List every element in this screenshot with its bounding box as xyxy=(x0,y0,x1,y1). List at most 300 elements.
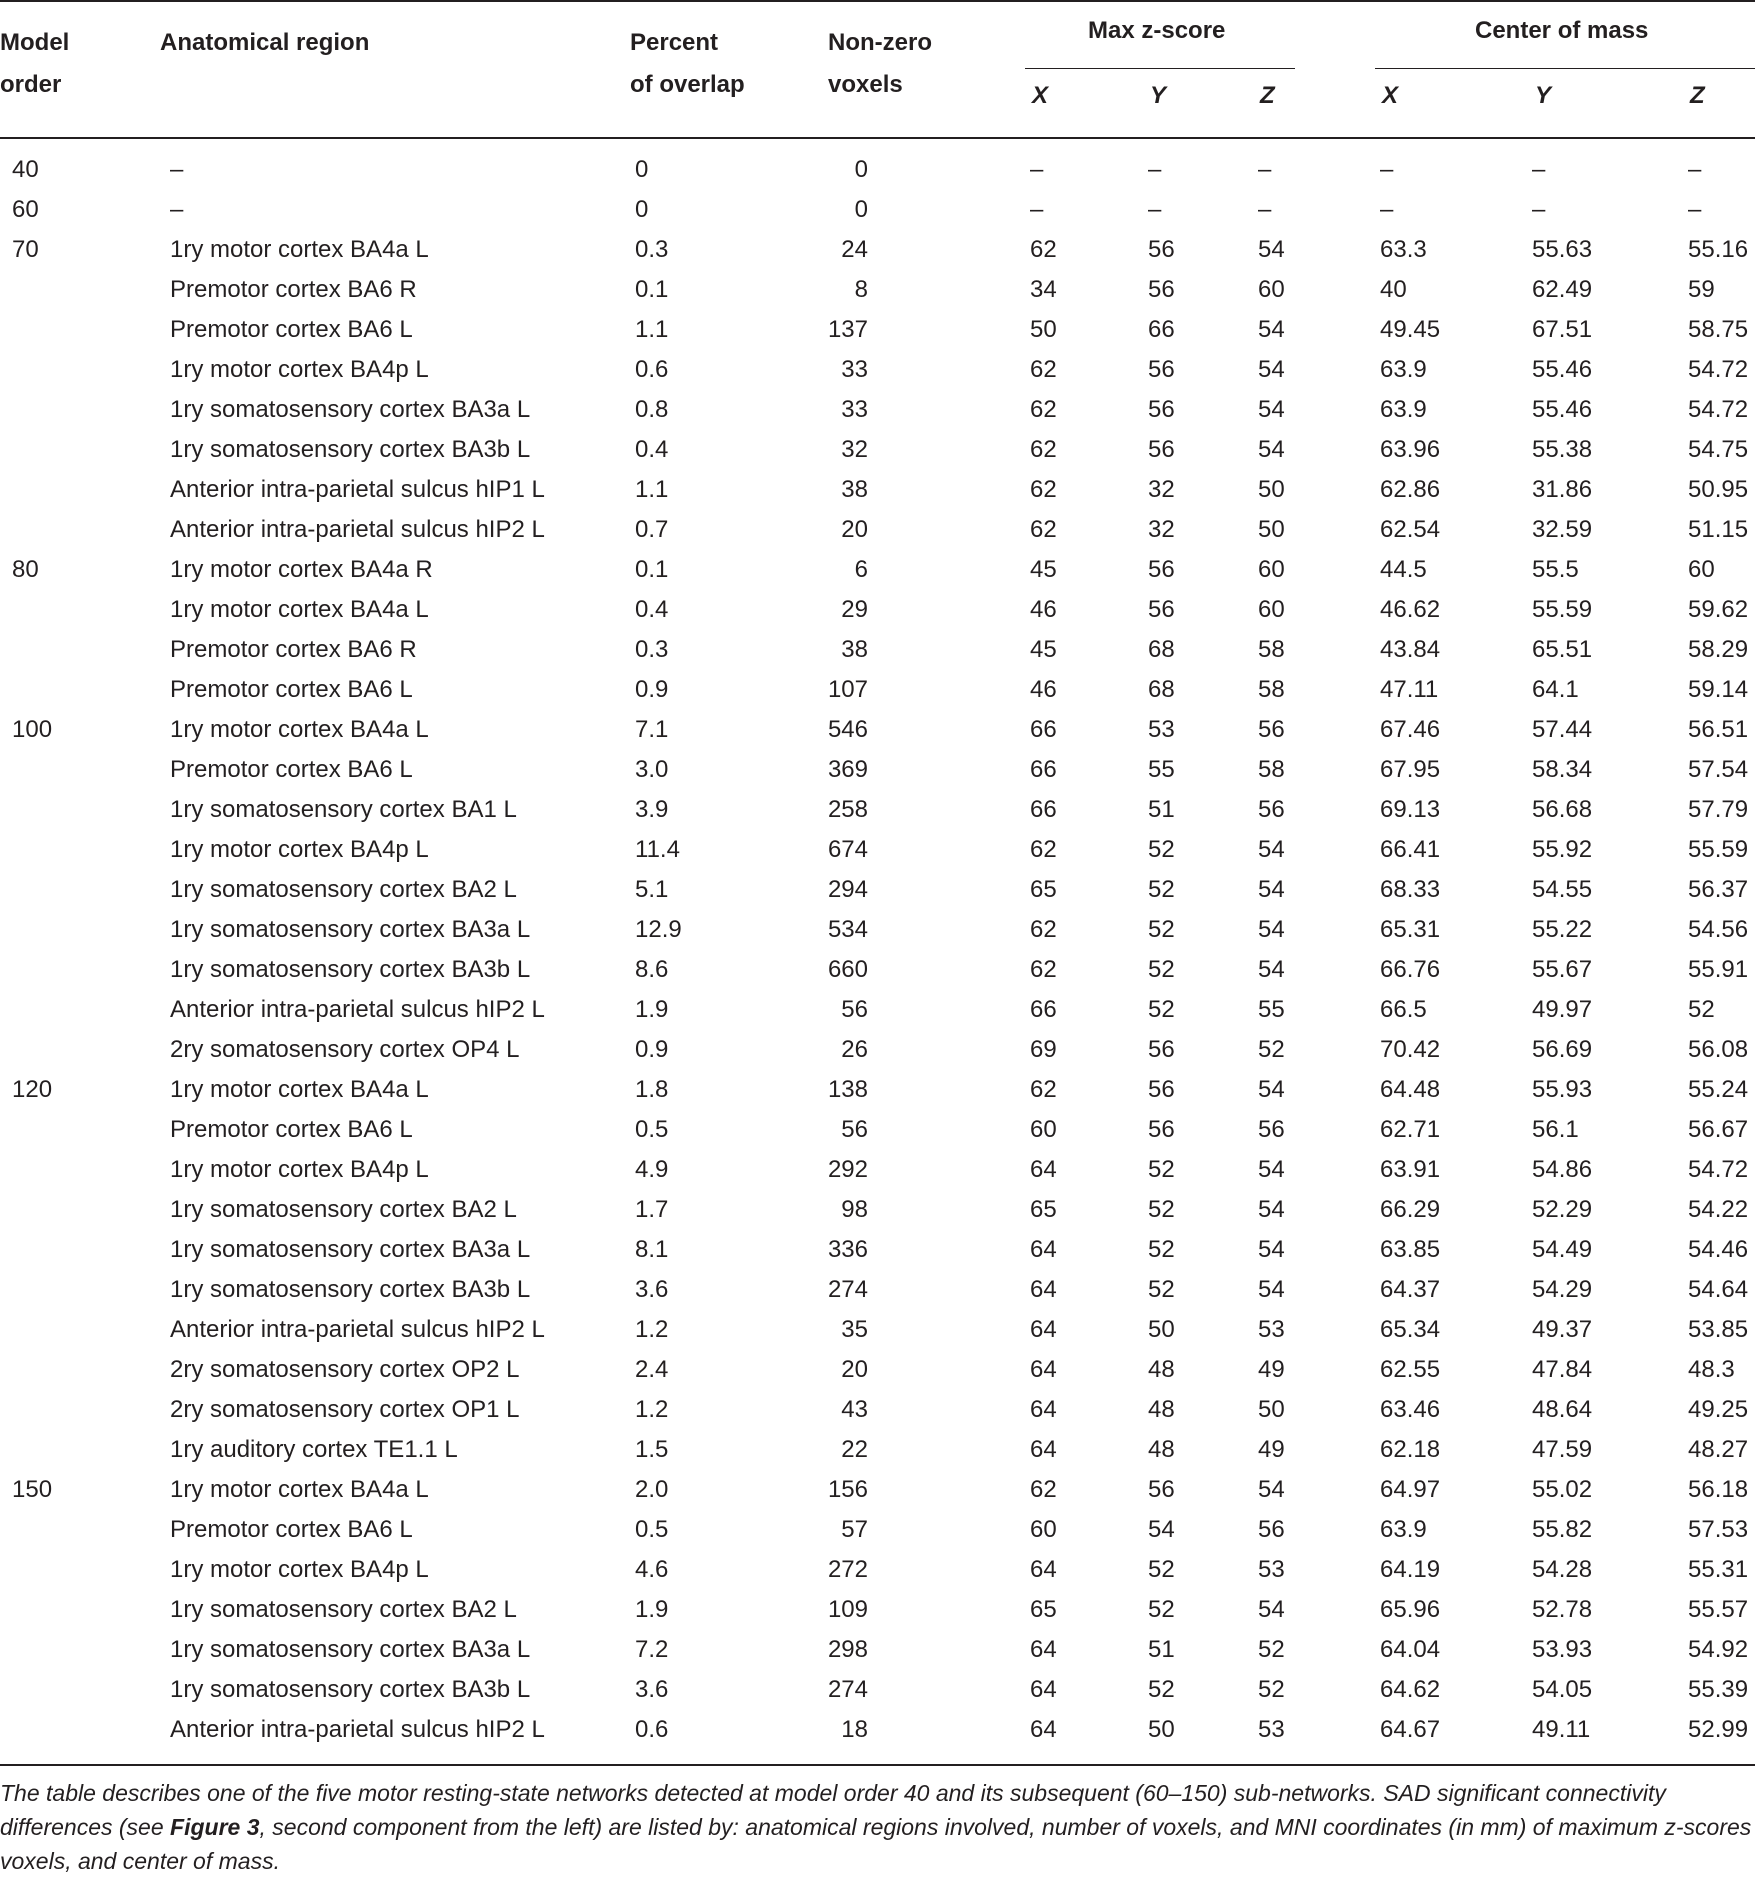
cell-max-y: 56 xyxy=(1148,596,1175,623)
cell-nonzero-voxels: 56 xyxy=(841,996,868,1023)
cell-anatomical-region: 2ry somatosensory cortex OP4 L xyxy=(170,1036,520,1063)
table-row xyxy=(0,470,1755,510)
cell-anatomical-region: Anterior intra-parietal sulcus hIP2 L xyxy=(170,516,545,543)
cell-max-x: 34 xyxy=(1030,276,1057,303)
cell-com-y: 47.84 xyxy=(1532,1356,1593,1383)
cell-percent-overlap: 0.3 xyxy=(635,236,669,263)
cell-percent-overlap: 5.1 xyxy=(635,876,669,903)
header-anatomical-region: Anatomical region xyxy=(160,29,370,56)
cell-max-z: 58 xyxy=(1258,756,1285,783)
cell-max-y: 52 xyxy=(1148,876,1175,903)
cell-max-y: 56 xyxy=(1148,556,1175,583)
cell-com-x: 63.91 xyxy=(1380,1156,1441,1183)
cell-com-y: 54.49 xyxy=(1532,1236,1593,1263)
cell-max-y: 52 xyxy=(1148,1556,1175,1583)
cell-max-x: 65 xyxy=(1030,1196,1057,1223)
cell-com-y: 55.63 xyxy=(1532,236,1593,263)
table-row xyxy=(0,1630,1755,1670)
cell-percent-overlap: 0.7 xyxy=(635,516,669,543)
cell-nonzero-voxels: 109 xyxy=(827,1596,868,1623)
table-row xyxy=(0,990,1755,1030)
cell-com-x: 62.71 xyxy=(1380,1116,1441,1143)
cell-nonzero-voxels: 57 xyxy=(841,1516,868,1543)
cell-max-z: 54 xyxy=(1258,1596,1285,1623)
cell-max-x: 62 xyxy=(1030,236,1057,263)
cell-max-x: 45 xyxy=(1030,636,1057,663)
cell-com-z: 52 xyxy=(1688,996,1715,1023)
cell-max-y: 51 xyxy=(1148,1636,1175,1663)
header-max-x: X xyxy=(1032,82,1049,109)
cell-percent-overlap: 4.6 xyxy=(635,1556,669,1583)
cell-max-y: 53 xyxy=(1148,716,1175,743)
cell-max-x: 64 xyxy=(1030,1156,1057,1183)
table-row xyxy=(0,910,1755,950)
cell-com-x: 64.04 xyxy=(1380,1636,1441,1663)
cell-com-x: 62.55 xyxy=(1380,1356,1441,1383)
cell-max-z: 50 xyxy=(1258,1396,1285,1423)
cell-com-y: 55.5 xyxy=(1532,556,1579,583)
cell-nonzero-voxels: 0 xyxy=(854,196,868,223)
cell-anatomical-region: Premotor cortex BA6 L xyxy=(170,1516,413,1543)
cell-percent-overlap: 0.6 xyxy=(635,1716,669,1743)
cell-com-y: 62.49 xyxy=(1532,276,1593,303)
cell-com-y: 55.92 xyxy=(1532,836,1593,863)
cell-max-x: 64 xyxy=(1030,1636,1057,1663)
table-row xyxy=(0,670,1755,710)
cell-max-z: 60 xyxy=(1258,556,1285,583)
cell-percent-overlap: 2.4 xyxy=(635,1356,669,1383)
cell-com-x: 66.41 xyxy=(1380,836,1441,863)
cell-percent-overlap: 0.4 xyxy=(635,436,669,463)
cell-max-x: 64 xyxy=(1030,1716,1057,1743)
table-row xyxy=(0,1350,1755,1390)
table-row xyxy=(0,870,1755,910)
cell-percent-overlap: 8.6 xyxy=(635,956,669,983)
cell-com-x: 64.67 xyxy=(1380,1716,1441,1743)
table-row xyxy=(0,350,1755,390)
cell-anatomical-region: Premotor cortex BA6 L xyxy=(170,316,413,343)
cell-max-y: 56 xyxy=(1148,1116,1175,1143)
cell-anatomical-region: 1ry motor cortex BA4a L xyxy=(170,596,429,623)
cell-com-x: 69.13 xyxy=(1380,796,1441,823)
table-row xyxy=(0,430,1755,470)
cell-max-z: 56 xyxy=(1258,716,1285,743)
cell-nonzero-voxels: 29 xyxy=(841,596,868,623)
cell-max-y: 52 xyxy=(1148,1596,1175,1623)
cell-anatomical-region: 1ry somatosensory cortex BA3b L xyxy=(170,956,531,983)
cell-com-z: – xyxy=(1688,196,1702,223)
cell-nonzero-voxels: 294 xyxy=(827,876,868,903)
cell-percent-overlap: 4.9 xyxy=(635,1156,669,1183)
cell-max-x: 62 xyxy=(1030,1476,1057,1503)
cell-max-x: 66 xyxy=(1030,996,1057,1023)
cell-anatomical-region: 1ry motor cortex BA4a R xyxy=(170,556,433,583)
header-nonzero-line2: voxels xyxy=(828,71,903,98)
cell-max-x: 46 xyxy=(1030,596,1057,623)
cell-com-x: – xyxy=(1380,196,1394,223)
cell-model-order: 40 xyxy=(12,156,39,183)
cell-anatomical-region: 1ry somatosensory cortex BA2 L xyxy=(170,1196,517,1223)
cell-com-z: 56.51 xyxy=(1688,716,1749,743)
cell-max-x: 62 xyxy=(1030,356,1057,383)
cell-max-y: 48 xyxy=(1148,1436,1175,1463)
cell-max-x: 66 xyxy=(1030,716,1057,743)
cell-max-z: 54 xyxy=(1258,396,1285,423)
table-row xyxy=(0,1150,1755,1190)
table-row xyxy=(0,310,1755,350)
table-body xyxy=(0,150,1755,1750)
cell-com-z: 56.18 xyxy=(1688,1476,1749,1503)
cell-max-x: 64 xyxy=(1030,1236,1057,1263)
cell-max-z: 54 xyxy=(1258,956,1285,983)
cell-com-y: 55.38 xyxy=(1532,436,1593,463)
cell-com-z: 59.14 xyxy=(1688,676,1749,703)
cell-com-x: 63.3 xyxy=(1380,236,1427,263)
table-row xyxy=(0,1030,1755,1070)
cell-com-z: 59 xyxy=(1688,276,1715,303)
cell-com-x: 65.96 xyxy=(1380,1596,1441,1623)
cell-com-z: 48.27 xyxy=(1688,1436,1749,1463)
cell-com-z: 54.75 xyxy=(1688,436,1749,463)
cell-com-z: 52.99 xyxy=(1688,1716,1749,1743)
cell-anatomical-region: Premotor cortex BA6 R xyxy=(170,276,417,303)
cell-com-x: 64.37 xyxy=(1380,1276,1441,1303)
header-model-order-line1: Model xyxy=(0,29,70,56)
cell-max-z: 54 xyxy=(1258,876,1285,903)
cell-com-x: 43.84 xyxy=(1380,636,1441,663)
cell-nonzero-voxels: 138 xyxy=(827,1076,868,1103)
cell-max-z: 54 xyxy=(1258,1156,1285,1183)
cell-max-x: 65 xyxy=(1030,876,1057,903)
cell-com-x: 67.46 xyxy=(1380,716,1441,743)
cell-com-z: – xyxy=(1688,156,1702,183)
cell-com-y: 49.97 xyxy=(1532,996,1593,1023)
cell-max-y: 54 xyxy=(1148,1516,1175,1543)
cell-com-z: 50.95 xyxy=(1688,476,1749,503)
cell-percent-overlap: 0.9 xyxy=(635,1036,669,1063)
cell-max-y: 52 xyxy=(1148,1156,1175,1183)
cell-com-y: 31.86 xyxy=(1532,476,1593,503)
caption-text-1: The table describes one of the five motor resting-state networks detected at model order 40 and its subsequent (60–150) sub-networks. SAD significant connectivity differences (see xyxy=(0,1780,1666,1840)
cell-anatomical-region: 1ry auditory cortex TE1.1 L xyxy=(170,1436,458,1463)
cell-max-y: 56 xyxy=(1148,276,1175,303)
table-row xyxy=(0,1110,1755,1150)
cell-com-y: 55.02 xyxy=(1532,1476,1593,1503)
cell-com-z: 54.22 xyxy=(1688,1196,1749,1223)
cell-anatomical-region: 1ry somatosensory cortex BA3b L xyxy=(170,436,531,463)
table-row xyxy=(0,590,1755,630)
cell-anatomical-region: 1ry motor cortex BA4a L xyxy=(170,236,429,263)
cell-nonzero-voxels: 272 xyxy=(827,1556,868,1583)
cell-com-y: 54.29 xyxy=(1532,1276,1593,1303)
cell-nonzero-voxels: 98 xyxy=(841,1196,868,1223)
cell-max-z: 53 xyxy=(1258,1716,1285,1743)
cell-nonzero-voxels: 274 xyxy=(827,1276,868,1303)
cell-max-y: 48 xyxy=(1148,1356,1175,1383)
cell-percent-overlap: 1.1 xyxy=(635,316,669,343)
cell-com-z: 54.72 xyxy=(1688,396,1749,423)
header-com-z: Z xyxy=(1690,82,1705,109)
cell-com-y: 54.86 xyxy=(1532,1156,1593,1183)
cell-percent-overlap: 3.9 xyxy=(635,796,669,823)
cell-anatomical-region: 1ry somatosensory cortex BA3a L xyxy=(170,396,531,423)
cell-com-z: 58.29 xyxy=(1688,636,1749,663)
cell-anatomical-region: 1ry somatosensory cortex BA3a L xyxy=(170,1636,531,1663)
cell-nonzero-voxels: 298 xyxy=(827,1636,868,1663)
top-rule xyxy=(0,0,1755,2)
cell-max-x: 64 xyxy=(1030,1556,1057,1583)
cell-max-x: 62 xyxy=(1030,436,1057,463)
cell-nonzero-voxels: 292 xyxy=(827,1156,868,1183)
cell-com-x: 63.46 xyxy=(1380,1396,1441,1423)
table-row xyxy=(0,710,1755,750)
cell-max-z: 49 xyxy=(1258,1356,1285,1383)
cell-com-y: 54.05 xyxy=(1532,1676,1593,1703)
cell-max-y: 68 xyxy=(1148,676,1175,703)
cell-max-y: – xyxy=(1148,156,1162,183)
cell-nonzero-voxels: 107 xyxy=(827,676,868,703)
cell-anatomical-region: 1ry motor cortex BA4p L xyxy=(170,836,429,863)
cell-max-x: 50 xyxy=(1030,316,1057,343)
cell-com-y: 55.46 xyxy=(1532,396,1593,423)
cell-com-y: 49.37 xyxy=(1532,1316,1593,1343)
center-mass-subrule xyxy=(1375,68,1755,69)
cell-com-x: 63.96 xyxy=(1380,436,1441,463)
cell-anatomical-region: Premotor cortex BA6 R xyxy=(170,636,417,663)
cell-anatomical-region: Premotor cortex BA6 L xyxy=(170,756,413,783)
cell-nonzero-voxels: 32 xyxy=(841,436,868,463)
cell-max-z: 54 xyxy=(1258,236,1285,263)
cell-nonzero-voxels: 674 xyxy=(827,836,868,863)
cell-anatomical-region: Anterior intra-parietal sulcus hIP2 L xyxy=(170,1316,545,1343)
cell-percent-overlap: 0.1 xyxy=(635,276,669,303)
cell-nonzero-voxels: 660 xyxy=(827,956,868,983)
cell-com-y: 32.59 xyxy=(1532,516,1593,543)
cell-com-x: 64.62 xyxy=(1380,1676,1441,1703)
header-max-z-score: Max z-score xyxy=(1088,17,1226,44)
cell-com-z: 55.31 xyxy=(1688,1556,1749,1583)
cell-com-y: 49.11 xyxy=(1532,1716,1591,1743)
cell-max-y: 52 xyxy=(1148,1676,1175,1703)
header-percent-line1: Percent xyxy=(630,29,719,56)
cell-percent-overlap: 0.5 xyxy=(635,1516,669,1543)
cell-max-y: 52 xyxy=(1148,956,1175,983)
header-model-order-line2: order xyxy=(0,71,62,98)
cell-anatomical-region: 1ry motor cortex BA4p L xyxy=(170,1556,429,1583)
cell-percent-overlap: 11.4 xyxy=(635,836,680,863)
cell-max-z: – xyxy=(1258,196,1272,223)
cell-percent-overlap: 1.5 xyxy=(635,1436,669,1463)
cell-model-order: 80 xyxy=(12,556,39,583)
cell-anatomical-region: – xyxy=(170,196,184,223)
cell-max-y: 50 xyxy=(1148,1716,1175,1743)
cell-max-x: 66 xyxy=(1030,756,1057,783)
cell-percent-overlap: 1.2 xyxy=(635,1316,669,1343)
cell-max-y: 55 xyxy=(1148,756,1175,783)
table-row xyxy=(0,1470,1755,1510)
cell-percent-overlap: 1.8 xyxy=(635,1076,669,1103)
cell-nonzero-voxels: 18 xyxy=(841,1716,868,1743)
cell-anatomical-region: 1ry motor cortex BA4a L xyxy=(170,716,429,743)
cell-max-x: 46 xyxy=(1030,676,1057,703)
cell-com-z: 54.56 xyxy=(1688,916,1749,943)
cell-com-z: 54.72 xyxy=(1688,1156,1749,1183)
table-row xyxy=(0,190,1755,230)
cell-com-z: 49.25 xyxy=(1688,1396,1749,1423)
table-row xyxy=(0,1270,1755,1310)
cell-max-x: – xyxy=(1030,156,1044,183)
header-percent-line2: of overlap xyxy=(630,71,745,98)
cell-com-x: 63.85 xyxy=(1380,1236,1441,1263)
cell-com-x: 62.54 xyxy=(1380,516,1441,543)
cell-percent-overlap: 1.9 xyxy=(635,996,669,1023)
cell-nonzero-voxels: 22 xyxy=(841,1436,868,1463)
cell-max-z: 54 xyxy=(1258,916,1285,943)
cell-nonzero-voxels: 534 xyxy=(827,916,868,943)
table-row xyxy=(0,950,1755,990)
cell-max-z: 52 xyxy=(1258,1636,1285,1663)
table-row xyxy=(0,1230,1755,1270)
cell-max-x: 62 xyxy=(1030,1076,1057,1103)
table-row xyxy=(0,1550,1755,1590)
cell-max-x: 60 xyxy=(1030,1116,1057,1143)
cell-anatomical-region: – xyxy=(170,156,184,183)
cell-com-y: 48.64 xyxy=(1532,1396,1593,1423)
cell-com-x: 47.11 xyxy=(1380,676,1439,703)
cell-com-x: 66.29 xyxy=(1380,1196,1441,1223)
caption-figure-link[interactable]: Figure 3 xyxy=(170,1814,260,1840)
cell-nonzero-voxels: 336 xyxy=(827,1236,868,1263)
cell-model-order: 150 xyxy=(12,1476,53,1503)
table-row xyxy=(0,1190,1755,1230)
cell-com-x: 64.19 xyxy=(1380,1556,1441,1583)
table-row xyxy=(0,550,1755,590)
cell-max-x: 62 xyxy=(1030,396,1057,423)
cell-com-y: 65.51 xyxy=(1532,636,1593,663)
cell-percent-overlap: 3.0 xyxy=(635,756,669,783)
cell-max-z: 54 xyxy=(1258,1276,1285,1303)
cell-com-z: 55.39 xyxy=(1688,1676,1749,1703)
cell-com-z: 56.37 xyxy=(1688,876,1749,903)
cell-max-z: 54 xyxy=(1258,1236,1285,1263)
table-row xyxy=(0,270,1755,310)
cell-percent-overlap: 0.5 xyxy=(635,1116,669,1143)
cell-anatomical-region: 1ry somatosensory cortex BA3b L xyxy=(170,1276,531,1303)
cell-com-x: 46.62 xyxy=(1380,596,1441,623)
cell-com-z: 55.16 xyxy=(1688,236,1749,263)
header-percent-overlap xyxy=(630,22,745,106)
cell-com-x: 40 xyxy=(1380,276,1407,303)
cell-com-x: 67.95 xyxy=(1380,756,1441,783)
cell-max-z: 53 xyxy=(1258,1556,1285,1583)
cell-com-x: 64.97 xyxy=(1380,1476,1441,1503)
cell-max-x: 62 xyxy=(1030,916,1057,943)
cell-max-y: 56 xyxy=(1148,236,1175,263)
table-row xyxy=(0,750,1755,790)
cell-max-z: 56 xyxy=(1258,1516,1285,1543)
cell-com-y: 56.69 xyxy=(1532,1036,1593,1063)
cell-max-x: 62 xyxy=(1030,516,1057,543)
cell-com-x: – xyxy=(1380,156,1394,183)
header-com-x: X xyxy=(1382,82,1399,109)
cell-com-x: 44.5 xyxy=(1380,556,1427,583)
cell-com-y: 55.22 xyxy=(1532,916,1593,943)
cell-nonzero-voxels: 546 xyxy=(827,716,868,743)
cell-model-order: 60 xyxy=(12,196,39,223)
cell-nonzero-voxels: 8 xyxy=(854,276,868,303)
cell-nonzero-voxels: 56 xyxy=(841,1116,868,1143)
cell-com-x: 49.45 xyxy=(1380,316,1441,343)
cell-max-z: 52 xyxy=(1258,1036,1285,1063)
cell-max-y: 52 xyxy=(1148,996,1175,1023)
cell-max-y: 56 xyxy=(1148,436,1175,463)
table-row xyxy=(0,1510,1755,1550)
cell-max-y: 52 xyxy=(1148,1196,1175,1223)
cell-com-y: 55.93 xyxy=(1532,1076,1593,1103)
cell-com-y: 52.78 xyxy=(1532,1596,1593,1623)
cell-anatomical-region: 1ry somatosensory cortex BA3b L xyxy=(170,1676,531,1703)
cell-percent-overlap: 2.0 xyxy=(635,1476,669,1503)
cell-anatomical-region: 2ry somatosensory cortex OP1 L xyxy=(170,1396,520,1423)
cell-percent-overlap: 12.9 xyxy=(635,916,682,943)
cell-com-z: 48.3 xyxy=(1688,1356,1735,1383)
cell-nonzero-voxels: 137 xyxy=(827,316,868,343)
cell-max-y: 56 xyxy=(1148,1476,1175,1503)
header-max-y: Y xyxy=(1150,82,1167,109)
cell-max-z: 49 xyxy=(1258,1436,1285,1463)
cell-com-z: 56.67 xyxy=(1688,1116,1749,1143)
cell-percent-overlap: 7.2 xyxy=(635,1636,669,1663)
cell-com-x: 66.76 xyxy=(1380,956,1441,983)
cell-max-z: 54 xyxy=(1258,356,1285,383)
header-rule xyxy=(0,137,1755,139)
cell-com-y: – xyxy=(1532,196,1546,223)
cell-anatomical-region: 1ry motor cortex BA4a L xyxy=(170,1076,429,1103)
cell-percent-overlap: 0 xyxy=(635,156,649,183)
cell-percent-overlap: 1.1 xyxy=(635,476,669,503)
cell-nonzero-voxels: 20 xyxy=(841,1356,868,1383)
cell-max-y: 66 xyxy=(1148,316,1175,343)
cell-com-y: 56.1 xyxy=(1532,1116,1579,1143)
table-row xyxy=(0,1430,1755,1470)
cell-com-x: 66.5 xyxy=(1380,996,1427,1023)
cell-model-order: 120 xyxy=(12,1076,53,1103)
cell-com-y: 67.51 xyxy=(1532,316,1593,343)
header-nonzero-voxels xyxy=(828,22,932,106)
cell-max-z: 50 xyxy=(1258,516,1285,543)
cell-max-x: – xyxy=(1030,196,1044,223)
cell-anatomical-region: Anterior intra-parietal sulcus hIP1 L xyxy=(170,476,545,503)
cell-max-x: 64 xyxy=(1030,1316,1057,1343)
cell-com-z: 57.53 xyxy=(1688,1516,1749,1543)
cell-nonzero-voxels: 26 xyxy=(841,1036,868,1063)
cell-max-y: 68 xyxy=(1148,636,1175,663)
cell-com-z: 54.92 xyxy=(1688,1636,1749,1663)
cell-com-x: 63.9 xyxy=(1380,396,1427,423)
cell-max-x: 60 xyxy=(1030,1516,1057,1543)
cell-percent-overlap: 1.2 xyxy=(635,1396,669,1423)
table-row xyxy=(0,1310,1755,1350)
cell-com-x: 64.48 xyxy=(1380,1076,1441,1103)
cell-anatomical-region: 1ry somatosensory cortex BA3a L xyxy=(170,916,531,943)
cell-nonzero-voxels: 33 xyxy=(841,396,868,423)
cell-anatomical-region: Premotor cortex BA6 L xyxy=(170,1116,413,1143)
cell-max-z: 50 xyxy=(1258,476,1285,503)
cell-com-z: 54.46 xyxy=(1688,1236,1749,1263)
header-model-order xyxy=(0,22,69,106)
cell-com-z: 58.75 xyxy=(1688,316,1749,343)
cell-anatomical-region: Premotor cortex BA6 L xyxy=(170,676,413,703)
